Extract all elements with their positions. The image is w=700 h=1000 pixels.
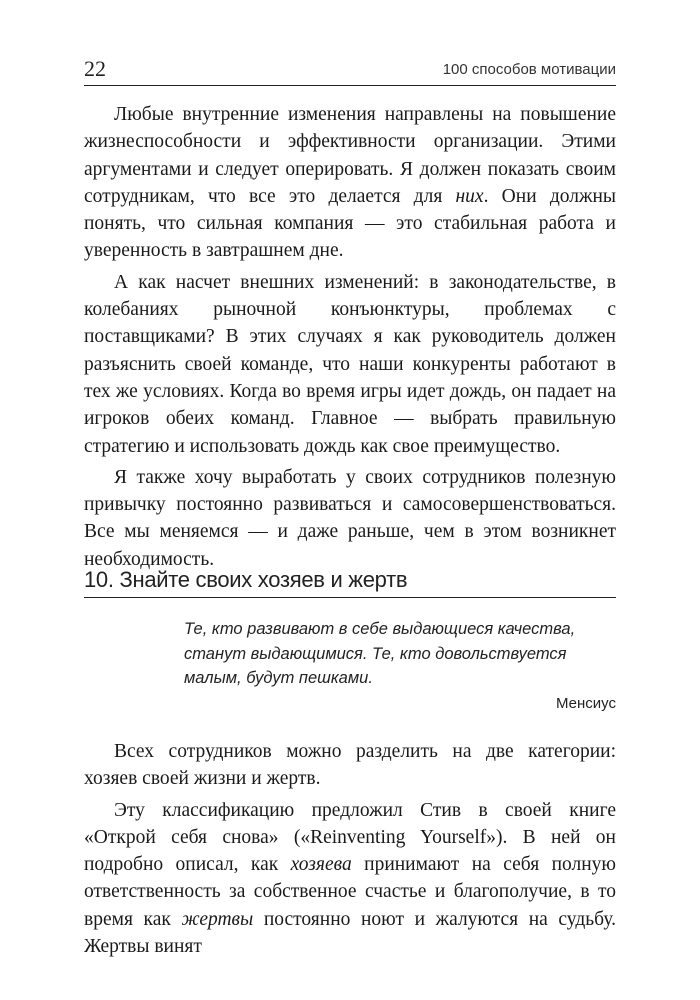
emphasis: жертвы xyxy=(181,908,254,930)
paragraph: Всех сотрудников можно разделить на две категории: хозяев своей жизни и жертв. xyxy=(84,741,616,790)
text-block-bottom xyxy=(84,738,616,964)
paragraph: Я также хочу выработать у своих сотрудников полезную привычку постоянно развиваться и самосовершенствоваться. Все мы меняемся — и даже раньше, чем в этом возникнет необходимость. xyxy=(84,466,616,570)
running-title: 100 способов мотивации xyxy=(442,61,616,78)
paragraph: Любые внутренние изменения направлены на повышение жизнеспособности и эффективности организации. Этими аргументами и следует оперировать. Я должен показать своим сотрудникам, что все это делается для них. Они должны понять, что сильная компания — это стабильная работа и уверенность в завтрашнем дне. xyxy=(84,104,616,262)
section-title: 10. Знайте своих хозяев и жертв xyxy=(84,567,408,592)
page-header xyxy=(84,55,616,86)
emphasis: хозяева xyxy=(290,854,352,876)
epigraph-line: станут выдающимися. Те, кто довольствуется xyxy=(184,644,567,663)
page-number: 22 xyxy=(84,56,106,81)
epigraph-author: Менсиус xyxy=(556,695,616,712)
text-block-top xyxy=(84,101,616,577)
section-heading xyxy=(84,567,616,598)
paragraph: А как насчет внешних изменений: в законодательстве, в колебаниях рыночной конъюнктуры, проблемах с поставщиками? В этих случаях я как руководитель должен разъяснить своей команде, что наши конкуренты работают в тех же условиях. Когда во время игры идет дождь, он падает на игроков обеих команд. Главное — выбрать правильную стратегию и использовать дождь как свое преимущество. xyxy=(84,271,616,457)
epigraph-line: Те, кто развивают в себе выдающиеся качества, xyxy=(184,620,576,638)
emphasis: них xyxy=(455,185,484,207)
paragraph: Эту классификацию предложил Стив в своей книге «Открой себя снова» («Reinventing Yourself»). В ней он подробно описал, как хозяева принимают на себя полную ответственность за собственное счастье и благополучие, в то время как жертвы постоянно ноют и жалуются на судьбу. Жертвы винят xyxy=(84,799,616,958)
epigraph xyxy=(184,617,616,691)
epigraph-line: малым, будут пешками. xyxy=(184,669,373,687)
